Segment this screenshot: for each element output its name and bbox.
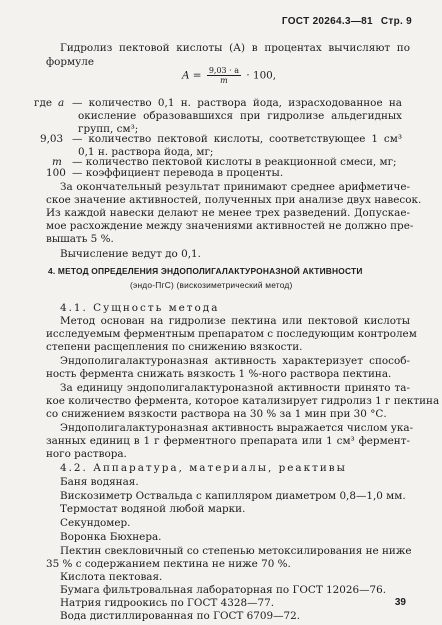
page-number: 39 bbox=[394, 597, 406, 608]
list-item: Вода дистиллированная по ГОСТ 6709—72. bbox=[60, 610, 301, 622]
constant-label: 9,03 bbox=[40, 133, 64, 145]
paragraph-line: Эндополигалактуроназная активность выражается числом ука- bbox=[60, 422, 414, 434]
paragraph-line: исследуемым ферментным препаратом с последующим контролем bbox=[46, 328, 417, 340]
definition-line: окисление образовавшихся при гидролизе альдегидных bbox=[78, 110, 402, 122]
paragraph-line: ское значение активностей, полученных при анализе двух навесок. bbox=[46, 194, 422, 206]
paragraph-line: формуле bbox=[46, 56, 94, 68]
list-item: Вискозиметр Оствальда с капилляром диаметром 0,8—1,0 мм. bbox=[60, 490, 406, 502]
paragraph-line: Вычисление ведут до 0,1. bbox=[60, 248, 201, 260]
paragraph-line: ность фермента снижать вязкость 1 %-ного раствора пектина. bbox=[46, 368, 392, 380]
paragraph-line: степени расщепления по снижению вязкости. bbox=[46, 341, 303, 353]
section-subtitle: (эндо-ПгС) (вискозиметрический метод) bbox=[130, 280, 293, 290]
variable-m: m bbox=[52, 156, 62, 168]
definition-line: 0,1 н. раствора йода, мг; bbox=[78, 146, 214, 158]
paragraph-line: ного раствора. bbox=[46, 448, 127, 460]
paragraph-line: Метод основан на гидролизе пектина или пектовой кислоты bbox=[60, 315, 410, 327]
paragraph-line: Гидролиз пектовой кислоты (А) в процентах вычисляют по bbox=[60, 42, 410, 54]
variable-a: a bbox=[58, 97, 65, 109]
list-item: Воронка Бюхнера. bbox=[60, 531, 162, 543]
definition-line: — количество 0,1 н. раствора йода, израсходованное на bbox=[72, 97, 402, 109]
paragraph-line: со снижением вязкости раствора на 30 % за 1 мин при 30 °С. bbox=[46, 408, 387, 420]
formula-numerator: 9,03 · a bbox=[208, 66, 240, 75]
definition-line: — количество пектовой кислоты в реакционной смеси, мг; bbox=[72, 156, 397, 168]
section-title: 4. МЕТОД ОПРЕДЕЛЕНИЯ ЭНДОПОЛИГАЛАКТУРОНАЗНОЙ АКТИВНОСТИ bbox=[48, 266, 363, 276]
paragraph-line: За единицу эндополигалактуроназной активности принято та- bbox=[60, 382, 410, 394]
definition-line: — коэффициент перевода в проценты. bbox=[72, 167, 284, 179]
paragraph-line: мое расхождение между значениями активностей не должно пре- bbox=[46, 220, 414, 232]
paragraph-line: 35 % с содержанием пектина не ниже 70 %. bbox=[46, 558, 291, 570]
subsection-heading: 4.1. Сущность метода bbox=[60, 302, 220, 314]
list-item: Натрия гидроокись по ГОСТ 4328—77. bbox=[60, 597, 274, 609]
list-item: Бумага фильтровальная лабораторная по ГОСТ 12026—76. bbox=[60, 584, 387, 596]
page-label: Стр. 9 bbox=[380, 16, 412, 27]
paragraph-line: Пектин свекловичный со степенью метоксилирования не ниже bbox=[60, 545, 412, 557]
subsection-heading: 4.2. Аппаратура, материалы, реактивы bbox=[60, 462, 347, 474]
formula-lhs: A = bbox=[182, 69, 202, 82]
list-item: Кислота пектовая. bbox=[60, 571, 163, 583]
list-item: Секундомер. bbox=[60, 517, 131, 529]
formula-fraction bbox=[207, 66, 241, 85]
definition-line: — количество пектовой кислоты, соответствующее 1 см³ bbox=[72, 133, 402, 145]
list-item: Баня водяная. bbox=[60, 476, 139, 488]
definition-line: групп, см³; bbox=[78, 123, 139, 135]
paragraph-line: Эндополигалактуроназная активность характеризует способ- bbox=[60, 355, 410, 367]
where-label: где bbox=[34, 97, 52, 109]
paragraph-line: занных единиц в 1 г ферментного препарата или 1 см³ фермент- bbox=[46, 435, 410, 447]
paragraph-line: За окончательный результат принимают среднее арифметиче- bbox=[60, 181, 410, 193]
list-item: Термостат водяной любой марки. bbox=[60, 503, 246, 515]
hydrolysis-formula bbox=[182, 66, 276, 85]
running-header bbox=[282, 16, 412, 27]
paragraph-line: Из каждой навески делают не менее трех разведений. Допускае- bbox=[46, 207, 410, 219]
formula-tail: · 100, bbox=[246, 69, 277, 82]
paragraph-line: кое количество фермента, которое катализирует гидролиз 1 г пектина bbox=[46, 395, 440, 407]
paragraph-line: вышать 5 %. bbox=[46, 233, 114, 245]
standard-number: ГОСТ 20264.3—81 bbox=[281, 16, 373, 27]
constant-label: 100 bbox=[46, 167, 66, 179]
formula-denominator: m bbox=[220, 76, 228, 85]
